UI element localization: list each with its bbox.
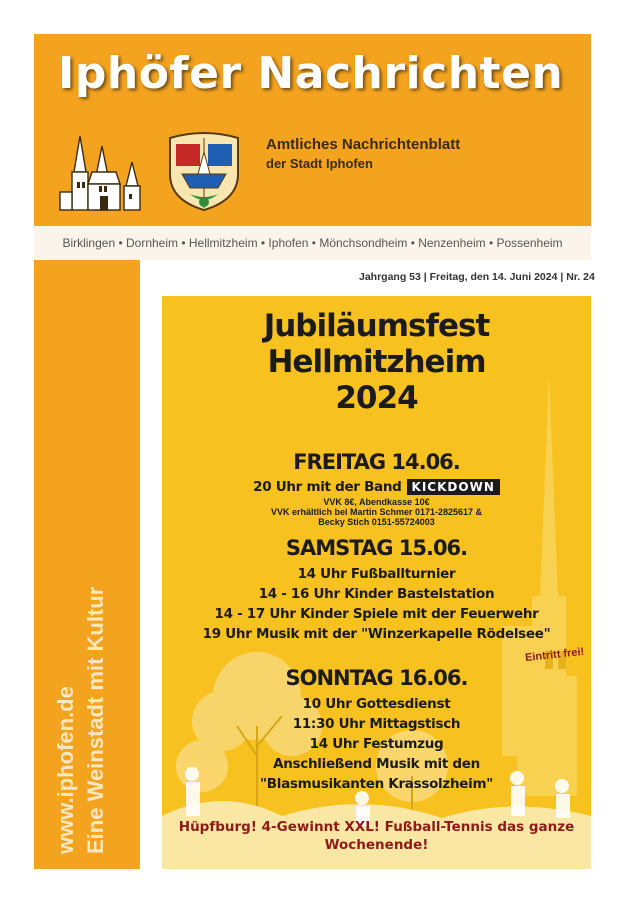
sunday-event-5: "Blasmusikanten Krassolzheim" <box>260 776 493 792</box>
city-slogan: Eine Weinstadt mit Kultur <box>83 586 108 854</box>
friday-heading: FREITAG 14.06. <box>293 450 460 474</box>
saturday-event-4: 19 Uhr Musik mit der "Winzerkapelle Rödelsee" <box>202 626 551 642</box>
church-towers-icon <box>58 132 148 214</box>
saturday-event-2: 14 - 16 Uhr Kinder Bastelstation <box>258 586 495 602</box>
friday-band-text: 20 Uhr mit der Band <box>253 479 402 495</box>
poster-footer-line2: Wochenende! <box>324 837 429 853</box>
sunday-heading: SONNTAG 16.06. <box>285 666 468 690</box>
friday-vvk-contact2: Becky Stich 0151-55724003 <box>318 517 435 527</box>
issue-info: Jahrgang 53 | Freitag, den 14. Juni 2024 | Nr. 24 <box>359 271 595 283</box>
masthead <box>34 34 591 226</box>
sunday-event-3: 14 Uhr Festumzug <box>309 736 444 752</box>
newspaper-title: Iphöfer Nachrichten <box>58 48 564 99</box>
header-subtitle-line2: der Stadt Iphofen <box>266 156 373 171</box>
coat-of-arms-icon <box>164 130 244 214</box>
saturday-event-3: 14 - 17 Uhr Kinder Spiele mit der Feuerwehr <box>214 606 539 622</box>
friday-vvk-contact1: VVK erhältlich bei Martin Schmer 0171-2825617 & <box>270 507 483 517</box>
band-logo-kickdown: KICKDOWN <box>407 479 500 495</box>
poster-title-line1: Jubiläumsfest <box>263 308 490 344</box>
poster-footer-line1: Hüpfburg! 4-Gewinnt XXL! Fußball-Tennis das ganze <box>178 819 575 835</box>
sunday-event-2: 11:30 Uhr Mittagstisch <box>292 716 461 732</box>
poster-title-line2: Hellmitzheim <box>267 344 486 380</box>
website-url[interactable]: www.iphofen.de <box>53 686 78 854</box>
header-subtitle-line1: Amtliches Nachrichtenblatt <box>266 136 461 153</box>
saturday-heading: SAMSTAG 15.06. <box>285 536 468 560</box>
sunday-event-4: Anschließend Musik mit den <box>273 756 480 772</box>
free-entry-note: Eintritt frei! <box>524 645 585 665</box>
event-poster <box>162 296 591 869</box>
sunday-event-1: 10 Uhr Gottesdienst <box>302 696 451 712</box>
saturday-event-1: 14 Uhr Fußballturnier <box>297 566 456 582</box>
poster-title-line3: 2024 <box>335 380 418 416</box>
villages-bar: Birklingen • Dornheim • Hellmitzheim • Iphofen • Mönchsondheim • Nenzenheim • Possenheim <box>34 226 591 260</box>
friday-band-line <box>162 479 591 495</box>
friday-vvk-price: VVK 8€, Abendkasse 10€ <box>323 497 430 507</box>
